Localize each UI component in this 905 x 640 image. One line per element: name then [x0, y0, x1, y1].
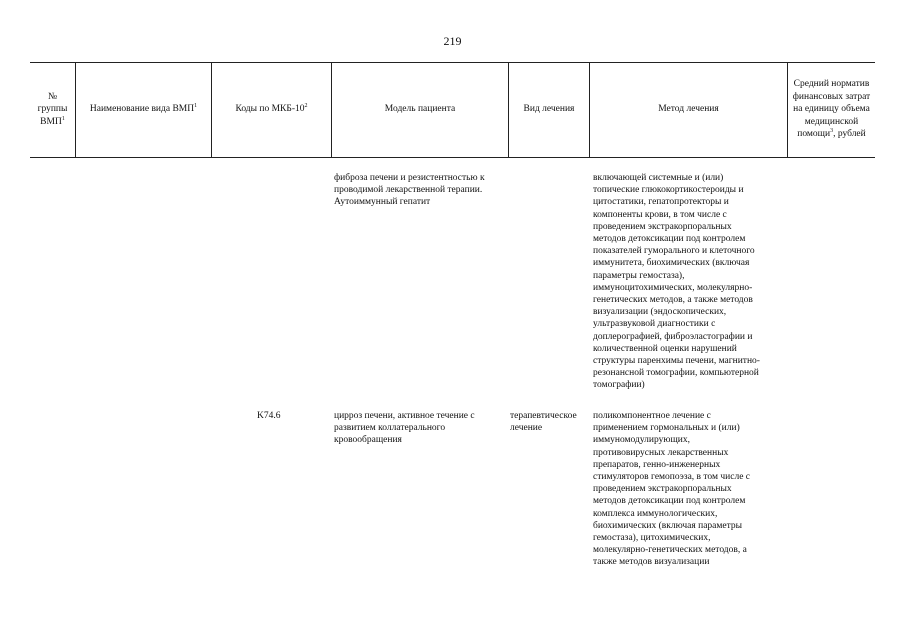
row-1-treatment-method: включающей системные и (или) топические глюкокортикостероиды и цитостатики, гепатопротекторы и компоненты крови, в том числе с проведением экстракорпоральных методов детоксикации под контролем показателей гуморального и клеточного иммунитета, биохимических (включая параметры гемостаза), иммуноцитохимических, молекулярно- генетических методов, а также методов визуализации (эндоскопических, ультразвуковой диагностики с доплерографией, фиброэластографии и количественной оценки нарушений структуры паренхимы печени, магнитно- резонансной томографии, компьютерной томографии) [593, 173, 760, 391]
row-2-patient-model: цирроз печени, активное течение с развитием коллатерального кровообращения [334, 411, 475, 446]
header-vmp-name: Наименование вида ВМП$^1$ [89, 103, 198, 115]
header-treatment-method: Метод лечения [658, 104, 719, 115]
row-2-treatment-type: терапевтическое лечение [510, 411, 577, 434]
table-header-bottom-border [30, 157, 875, 158]
page-number: 219 [443, 34, 462, 48]
header-treatment-type: Вид лечения [523, 104, 575, 115]
header-patient-model: Модель пациента [384, 104, 456, 115]
header-average-cost: Средний норматив финансовых затрат на единицу объема медицинской помощи$^3$, рублей [792, 79, 871, 140]
row-2-treatment-method: поликомпонентное лечение с применением гормональных и (или) иммуномодулирующих, противовирусных лекарственных препаратов, генно-инженерных стимуляторов гемопоэза, в том числе с проведением экстракорпоральных методов детоксикации под контролем комплекса иммунологических, биохимических (включая параметры гемостаза), цитохимических, молекулярно-генетических методов, а также методов визуализации [593, 411, 751, 568]
row-1-patient-model: фиброза печени и резистентностью к проводимой лекарственной терапии. Аутоиммунный гепатит [334, 173, 485, 208]
row-2-icd-code: K74.6 [257, 411, 281, 421]
header-group-number: № группы ВМП$^1$ [37, 91, 68, 127]
header-icd-codes: Коды по МКБ-$10^2$ [235, 103, 308, 115]
